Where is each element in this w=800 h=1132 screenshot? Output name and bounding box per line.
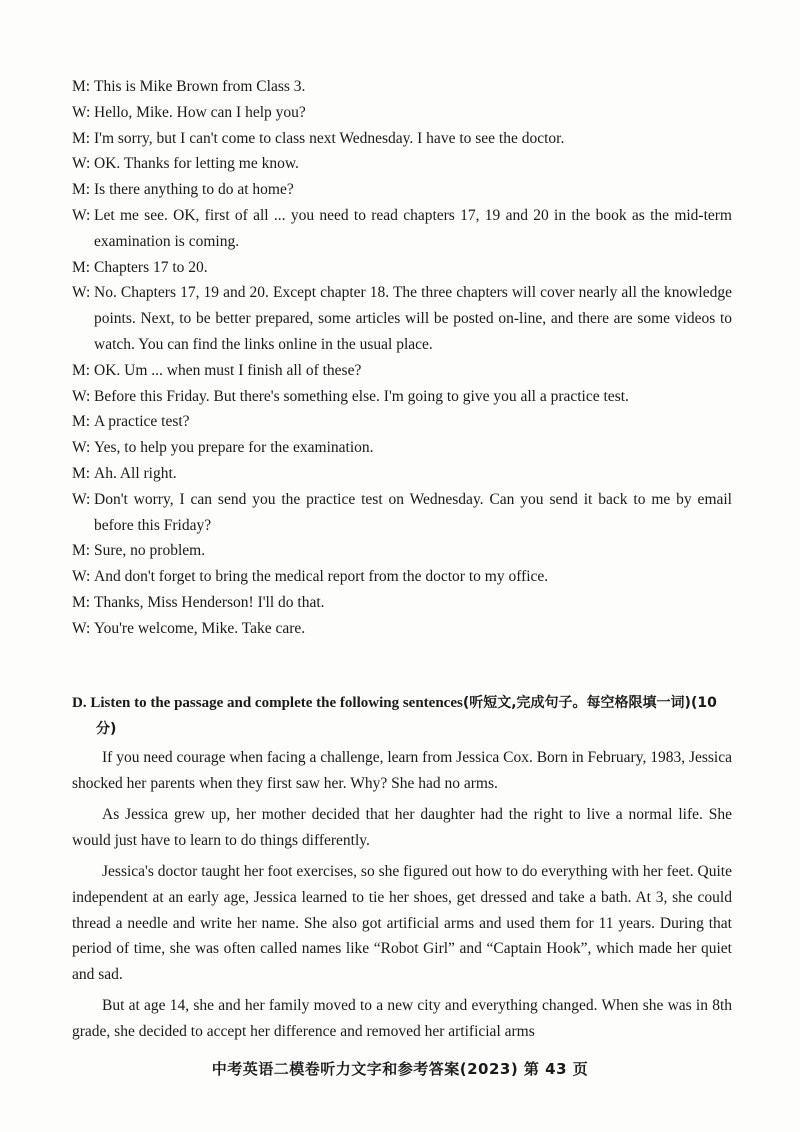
passage-paragraph: If you need courage when facing a challenge, learn from Jessica Cox. Born in February, 1983, Jessica shocked her parents when they first saw her. Why? She had no arms.: [72, 749, 732, 792]
dialogue-line: [72, 564, 732, 590]
speaker-label: W:: [72, 284, 91, 302]
dialogue-line: [72, 384, 732, 410]
dialogue-line: [72, 177, 732, 203]
dialogue-text: Sure, no problem.: [94, 542, 206, 560]
section-d-heading: [72, 691, 732, 742]
dialogue-line: [72, 461, 732, 487]
speaker-label: W:: [72, 568, 91, 586]
speaker-label: M:: [72, 464, 91, 482]
dialogue-line: [72, 255, 732, 281]
speaker-label: M:: [72, 361, 91, 379]
dialogue-text: Ah. All right.: [94, 464, 177, 482]
section-d-heading-en: D. Listen to the passage and complete the following sentences: [72, 695, 463, 711]
dialogue-line: [72, 280, 732, 357]
dialogue-line: [72, 100, 732, 126]
dialogue-text: OK. Um ... when must I finish all of these?: [94, 361, 362, 379]
speaker-label: M:: [72, 78, 91, 95]
dialogue-line: [72, 616, 732, 642]
dialogue-line: [72, 590, 732, 616]
dialogue-line: [72, 126, 732, 152]
speaker-label: W:: [72, 155, 91, 173]
section-d-points: (10 分): [96, 695, 717, 737]
dialogue-text: Let me see. OK, first of all ... you need to read chapters 17, 19 and 20 in the book as the mid-term examination is coming.: [94, 206, 732, 250]
dialogue-line: [72, 358, 732, 384]
passage-paragraph: But at age 14, she and her family moved to a new city and everything changed. When she was in 8th grade, she decided to accept her difference and removed her artificial arms: [72, 997, 732, 1040]
dialogue-text: A practice test?: [94, 413, 190, 431]
dialogue-text: Yes, to help you prepare for the examination.: [94, 439, 374, 457]
section-d: [72, 691, 732, 1051]
dialogue-text: You're welcome, Mike. Take care.: [94, 619, 306, 637]
speaker-label: M:: [72, 181, 91, 199]
speaker-label: M:: [72, 129, 91, 147]
dialogue-line: [72, 435, 732, 461]
dialogue-text: Thanks, Miss Henderson! I'll do that.: [94, 593, 325, 611]
dialogue-text: No. Chapters 17, 19 and 20. Except chapter 18. The three chapters will cover nearly all the knowledge points. Next, to be better prepared, some articles will be posted on-line, and there are some videos to watch. You can find the links online in the usual place.: [94, 284, 732, 353]
speaker-label: W:: [72, 206, 91, 224]
speaker-label: M:: [72, 258, 91, 276]
dialogue-line: [72, 538, 732, 564]
dialogue-line: [72, 151, 732, 177]
speaker-label: M:: [72, 542, 91, 560]
dialogue-transcript: [72, 74, 732, 642]
dialogue-text: Is there anything to do at home?: [94, 181, 294, 199]
dialogue-line: [72, 409, 732, 435]
speaker-label: W:: [72, 490, 91, 508]
dialogue-text: Before this Friday. But there's something else. I'm going to give you all a practice test.: [94, 387, 629, 405]
dialogue-text: This is Mike Brown from Class 3.: [94, 78, 306, 95]
page-footer: 中考英语二模卷听力文字和参考答案(2023) 第 43 页: [211, 1060, 589, 1078]
dialogue-line: [72, 74, 732, 100]
dialogue-text: Hello, Mike. How can I help you?: [94, 103, 306, 121]
dialogue-line: [72, 203, 732, 255]
passage-paragraph: Jessica's doctor taught her foot exercises, so she figured out how to do everything with her feet. Quite independent at an early age, Jessica learned to tie her shoes, get dressed and take a bath. At 3, she could thread a needle and write her name. She also got artificial arms and used them for 11 years. During that period of time, she was often called names like “Robot Girl” and “Captain Hook”, which made her quiet and sad.: [72, 863, 732, 983]
dialogue-text: Chapters 17 to 20.: [94, 258, 208, 276]
passage: [72, 745, 732, 1045]
speaker-label: W:: [72, 619, 91, 637]
dialogue-text: And don't forget to bring the medical report from the doctor to my office.: [94, 568, 549, 586]
speaker-label: M:: [72, 593, 91, 611]
speaker-label: W:: [72, 439, 91, 457]
passage-paragraph: As Jessica grew up, her mother decided that her daughter had the right to live a normal life. She would just have to learn to do things differently.: [72, 806, 732, 849]
speaker-label: M:: [72, 413, 91, 431]
dialogue-line: [72, 487, 732, 539]
section-d-heading-cn: (听短文,完成句子。每空格限填一词): [462, 695, 691, 711]
dialogue-text: I'm sorry, but I can't come to class next Wednesday. I have to see the doctor.: [94, 129, 565, 147]
speaker-label: W:: [72, 387, 91, 405]
dialogue-text: OK. Thanks for letting me know.: [94, 155, 299, 173]
dialogue-text: Don't worry, I can send you the practice test on Wednesday. Can you send it back to me by email before this Friday?: [94, 490, 732, 534]
speaker-label: W:: [72, 103, 91, 121]
